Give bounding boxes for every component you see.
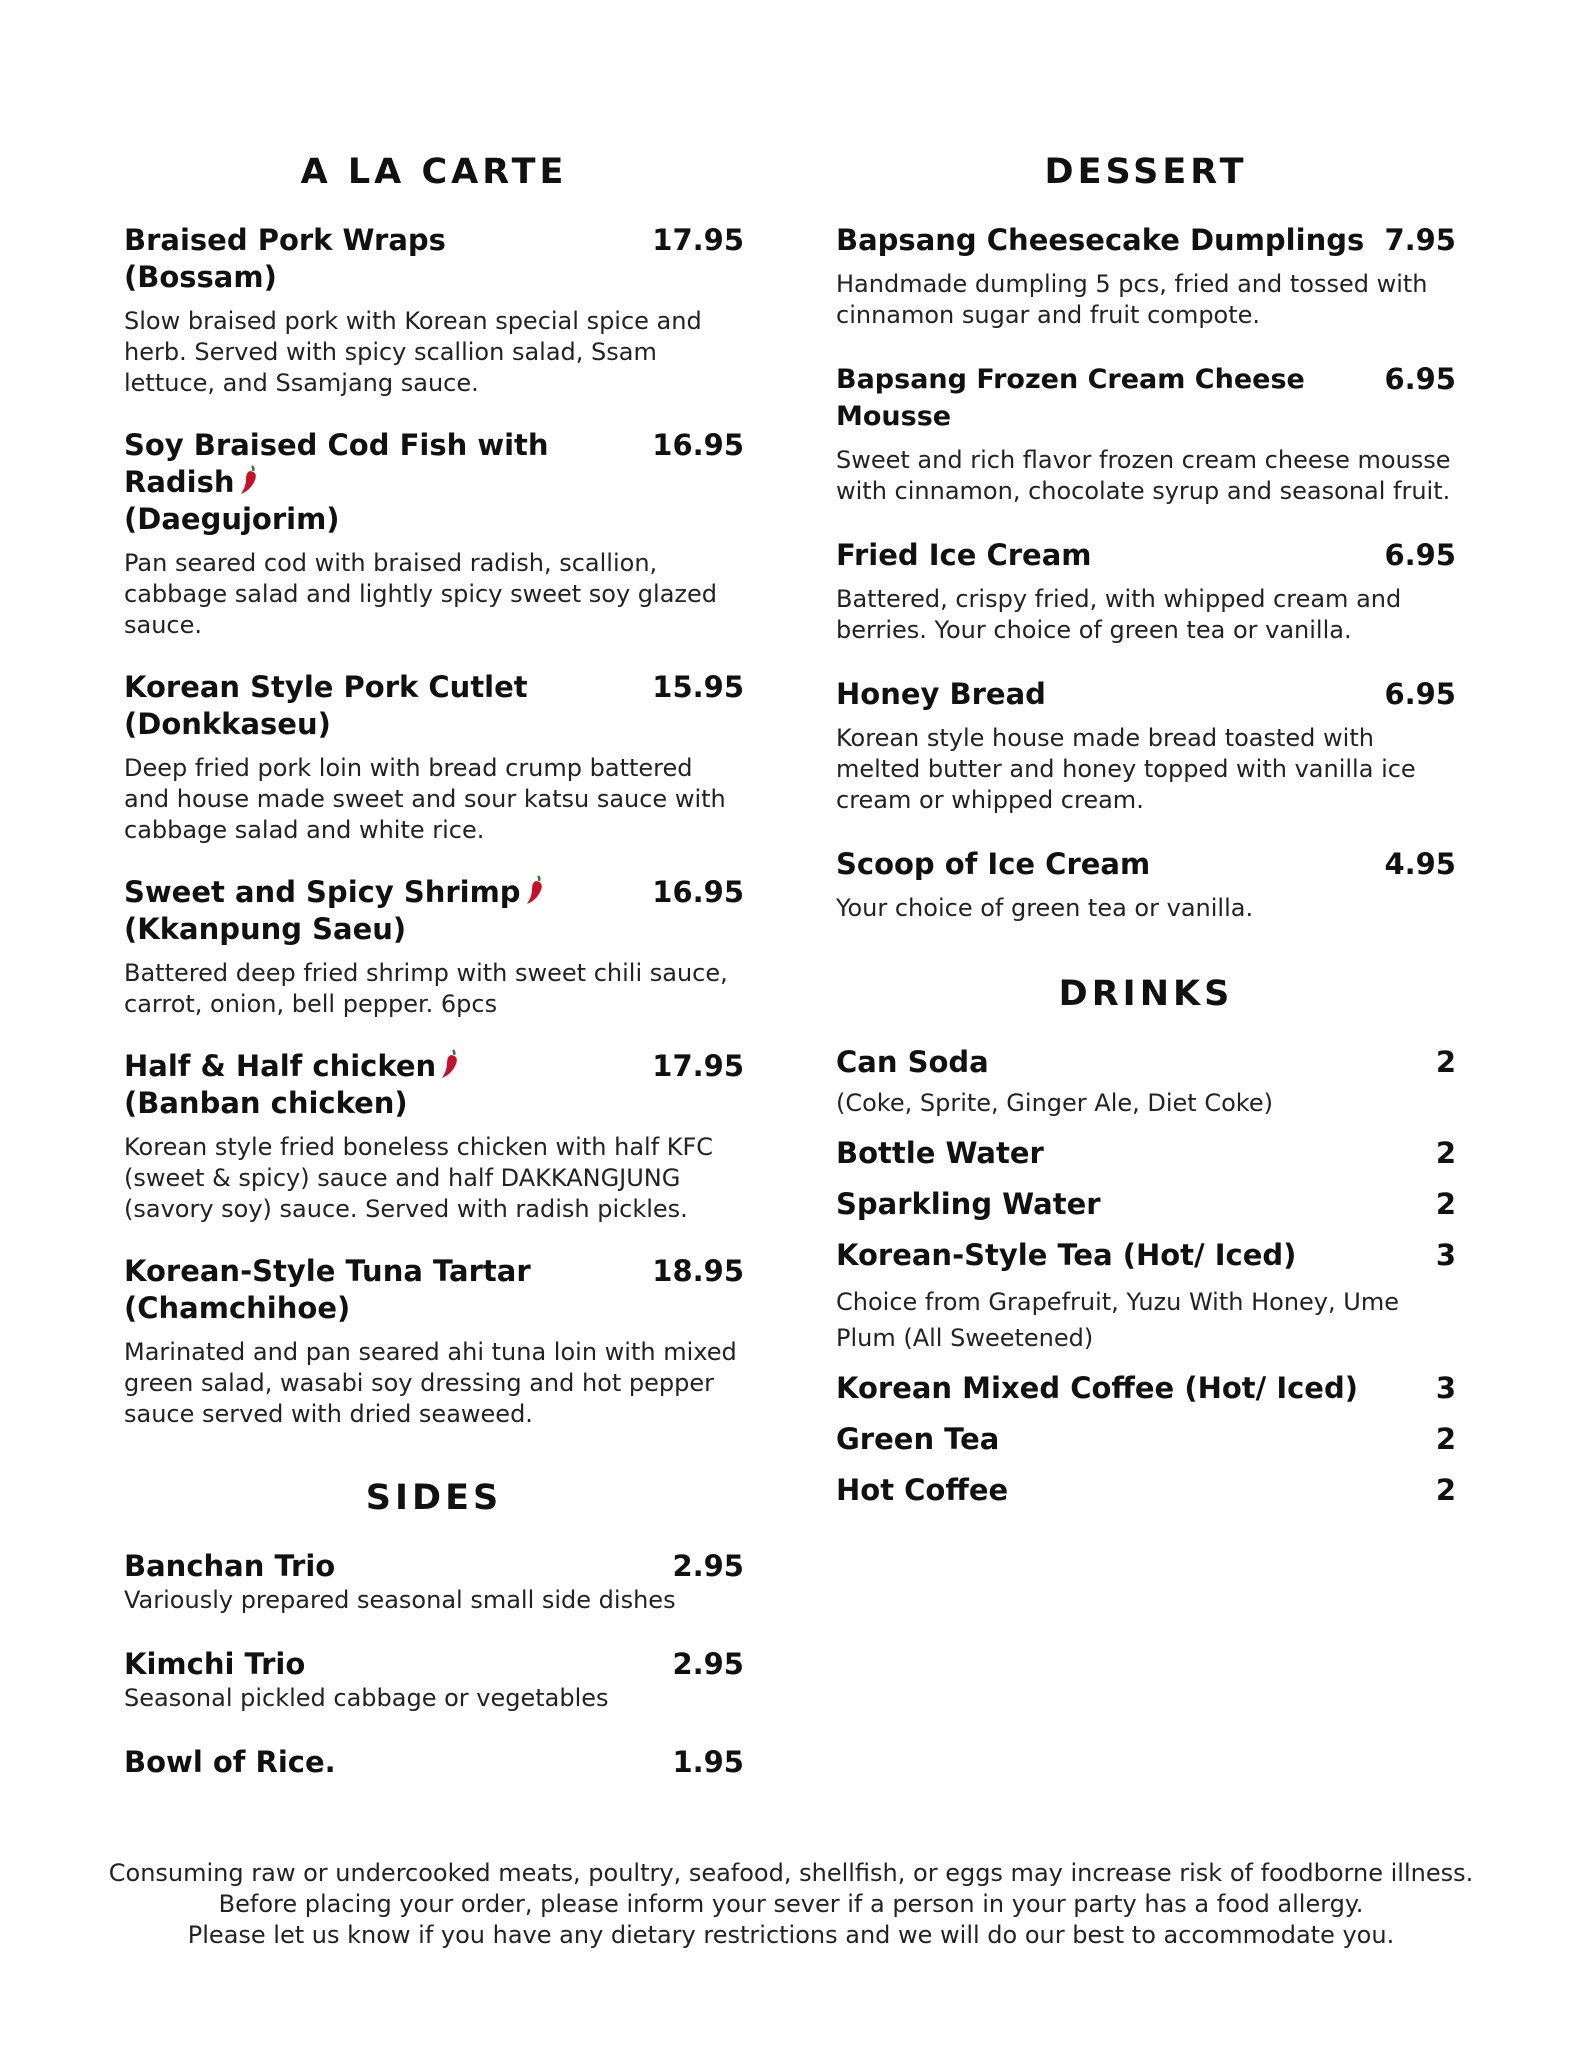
item-korean-name: (Chamchihoe) <box>124 1291 351 1325</box>
item-name: Scoop of Ice Cream <box>836 847 1151 881</box>
drinks-title: DRINKS <box>1058 974 1234 1014</box>
item-price: 6.95 <box>1384 538 1456 572</box>
item-description: Korean style fried boneless chicken with half KFC (sweet & spicy) sauce and half DAKKANGJUNG (savory soy) sauce. Served with radish pickles. <box>124 1133 714 1223</box>
item-name: Korean-Style Tuna Tartar <box>124 1254 531 1288</box>
item-korean-name: (Donkkaseu) <box>124 707 331 741</box>
item-name-row <box>124 1048 462 1085</box>
item-price: 2 <box>1435 1045 1456 1079</box>
item-name: Korean Style Pork Cutlet <box>124 670 528 704</box>
chili-pepper-icon <box>523 874 547 906</box>
item-price: 7.95 <box>1384 223 1456 257</box>
dessert-item <box>836 537 1456 646</box>
item-name: Sweet and Spicy Shrimp <box>124 875 521 909</box>
item-name-row <box>124 427 642 501</box>
item-description: Your choice of green tea or vanilla. <box>836 894 1254 922</box>
item-price: 16.95 <box>652 428 744 462</box>
item-price: 2 <box>1435 1473 1456 1507</box>
side-item <box>124 1646 744 1714</box>
dessert-item <box>836 222 1456 331</box>
item-price: 2 <box>1435 1136 1456 1170</box>
item-price: 6.95 <box>1384 677 1456 711</box>
item-name: Kimchi Trio <box>124 1647 306 1681</box>
item-price: 2 <box>1435 1422 1456 1456</box>
item-price: 3 <box>1435 1371 1456 1405</box>
drink-item <box>836 1186 1456 1223</box>
a-la-carte-list <box>124 222 744 1430</box>
item-name: Bowl of Rice. <box>124 1745 336 1779</box>
disclaimer-line: Please let us know if you have any dietary restrictions and we will do our best to accommodate you. <box>187 1921 1395 1949</box>
sides-list <box>124 1548 744 1781</box>
dessert-item <box>836 361 1456 507</box>
item-name: Sparkling Water <box>836 1187 1101 1221</box>
drink-item <box>836 1237 1456 1356</box>
item-name: Half & Half chicken <box>124 1049 437 1083</box>
item-name: Honey Bread <box>836 677 1046 711</box>
item-name: Braised Pork Wraps <box>124 223 446 257</box>
sides-title: SIDES <box>365 1478 503 1518</box>
menu-item <box>124 1253 744 1430</box>
item-price: 18.95 <box>652 1254 744 1288</box>
item-description: Deep fried pork loin with bread crump battered and house made sweet and sour katsu sauce with cabbage salad and white rice. <box>124 754 726 844</box>
item-name: Fried Ice Cream <box>836 538 1092 572</box>
item-name: Can Soda <box>836 1045 989 1079</box>
drinks-list <box>836 1044 1456 1509</box>
right-column <box>836 150 1456 1509</box>
menu-item <box>124 669 744 846</box>
menu-item <box>124 874 744 1020</box>
item-description: Slow braised pork with Korean special spice and herb. Served with spicy scallion salad, Ssam lettuce, and Ssamjang sauce. <box>124 307 702 397</box>
item-korean-name: (Bossam) <box>124 260 277 294</box>
item-name: Bapsang Frozen Cream Cheese Mousse <box>836 364 1305 432</box>
drink-item <box>836 1135 1456 1172</box>
item-price: 6.95 <box>1384 362 1456 396</box>
item-korean-name: (Daegujorim) <box>124 502 340 536</box>
item-price: 4.95 <box>1384 847 1456 881</box>
item-description: (Coke, Sprite, Ginger Ale, Diet Coke) <box>836 1089 1273 1117</box>
item-name: Soy Braised Cod Fish with Radish <box>124 428 549 499</box>
menu-item <box>124 1048 744 1225</box>
item-description: Battered, crispy fried, with whipped cream and berries. Your choice of green tea or vanilla. <box>836 585 1402 644</box>
item-description: Battered deep fried shrimp with sweet chili sauce, carrot, onion, bell pepper. 6pcs <box>124 959 728 1018</box>
item-price: 1.95 <box>672 1745 744 1779</box>
item-name: Banchan Trio <box>124 1549 336 1583</box>
item-description: Marinated and pan seared ahi tuna loin with mixed green salad, wasabi soy dressing and hot pepper sauce served with dried seaweed. <box>124 1338 737 1428</box>
item-price: 17.95 <box>652 1049 744 1083</box>
item-name: Korean Mixed Coffee (Hot/ Iced) <box>836 1371 1358 1405</box>
item-description: Pan seared cod with braised radish, scallion, cabbage salad and lightly spicy sweet soy glazed sauce. <box>124 549 717 639</box>
item-price: 3 <box>1435 1238 1456 1272</box>
dessert-list <box>836 222 1456 924</box>
drink-item <box>836 1044 1456 1121</box>
dessert-item <box>836 676 1456 816</box>
item-description: Variously prepared seasonal small side dishes <box>124 1586 676 1614</box>
item-price: 15.95 <box>652 670 744 704</box>
drink-item <box>836 1370 1456 1407</box>
dessert-title: DESSERT <box>1044 152 1248 192</box>
item-name: Bottle Water <box>836 1136 1044 1170</box>
a-la-carte-title: A LA CARTE <box>300 152 568 192</box>
side-item <box>124 1744 744 1781</box>
side-item <box>124 1548 744 1616</box>
allergy-disclaimer <box>0 1858 1582 1951</box>
disclaimer-line: Before placing your order, please inform your sever if a person in your party has a food allergy. <box>218 1890 1364 1918</box>
item-description: Seasonal pickled cabbage or vegetables <box>124 1684 609 1712</box>
item-name-row <box>124 874 547 911</box>
item-description: Sweet and rich flavor frozen cream cheese mousse with cinnamon, chocolate syrup and seasonal fruit. <box>836 446 1451 505</box>
item-korean-name: (Banban chicken) <box>124 1086 408 1120</box>
drink-item <box>836 1472 1456 1509</box>
chili-pepper-icon <box>438 1048 462 1080</box>
item-korean-name: (Kkanpung Saeu) <box>124 912 407 946</box>
item-name: Hot Coffee <box>836 1473 1009 1507</box>
item-description: Handmade dumpling 5 pcs, fried and tossed with cinnamon sugar and fruit compote. <box>836 270 1428 329</box>
item-price: 2 <box>1435 1187 1456 1221</box>
item-name: Korean-Style Tea (Hot/ Iced) <box>836 1238 1297 1272</box>
drink-item <box>836 1421 1456 1458</box>
disclaimer-line: Consuming raw or undercooked meats, poultry, seafood, shellfish, or eggs may increase risk of foodborne illness. <box>108 1859 1474 1887</box>
item-price: 16.95 <box>652 875 744 909</box>
item-name: Bapsang Cheesecake Dumplings <box>836 223 1365 257</box>
item-description: Choice from Grapefruit, Yuzu With Honey, Ume Plum (All Sweetened) <box>836 1288 1399 1352</box>
item-price: 17.95 <box>652 223 744 257</box>
menu-item <box>124 222 744 399</box>
item-price: 2.95 <box>672 1549 744 1583</box>
menu-item <box>124 427 744 641</box>
item-name: Green Tea <box>836 1422 1000 1456</box>
item-description: Korean style house made bread toasted with melted butter and honey topped with vanilla ice cream or whipped cream. <box>836 724 1416 814</box>
left-column <box>124 150 744 1781</box>
chili-pepper-icon <box>237 464 261 496</box>
item-price: 2.95 <box>672 1647 744 1681</box>
dessert-item <box>836 846 1456 924</box>
